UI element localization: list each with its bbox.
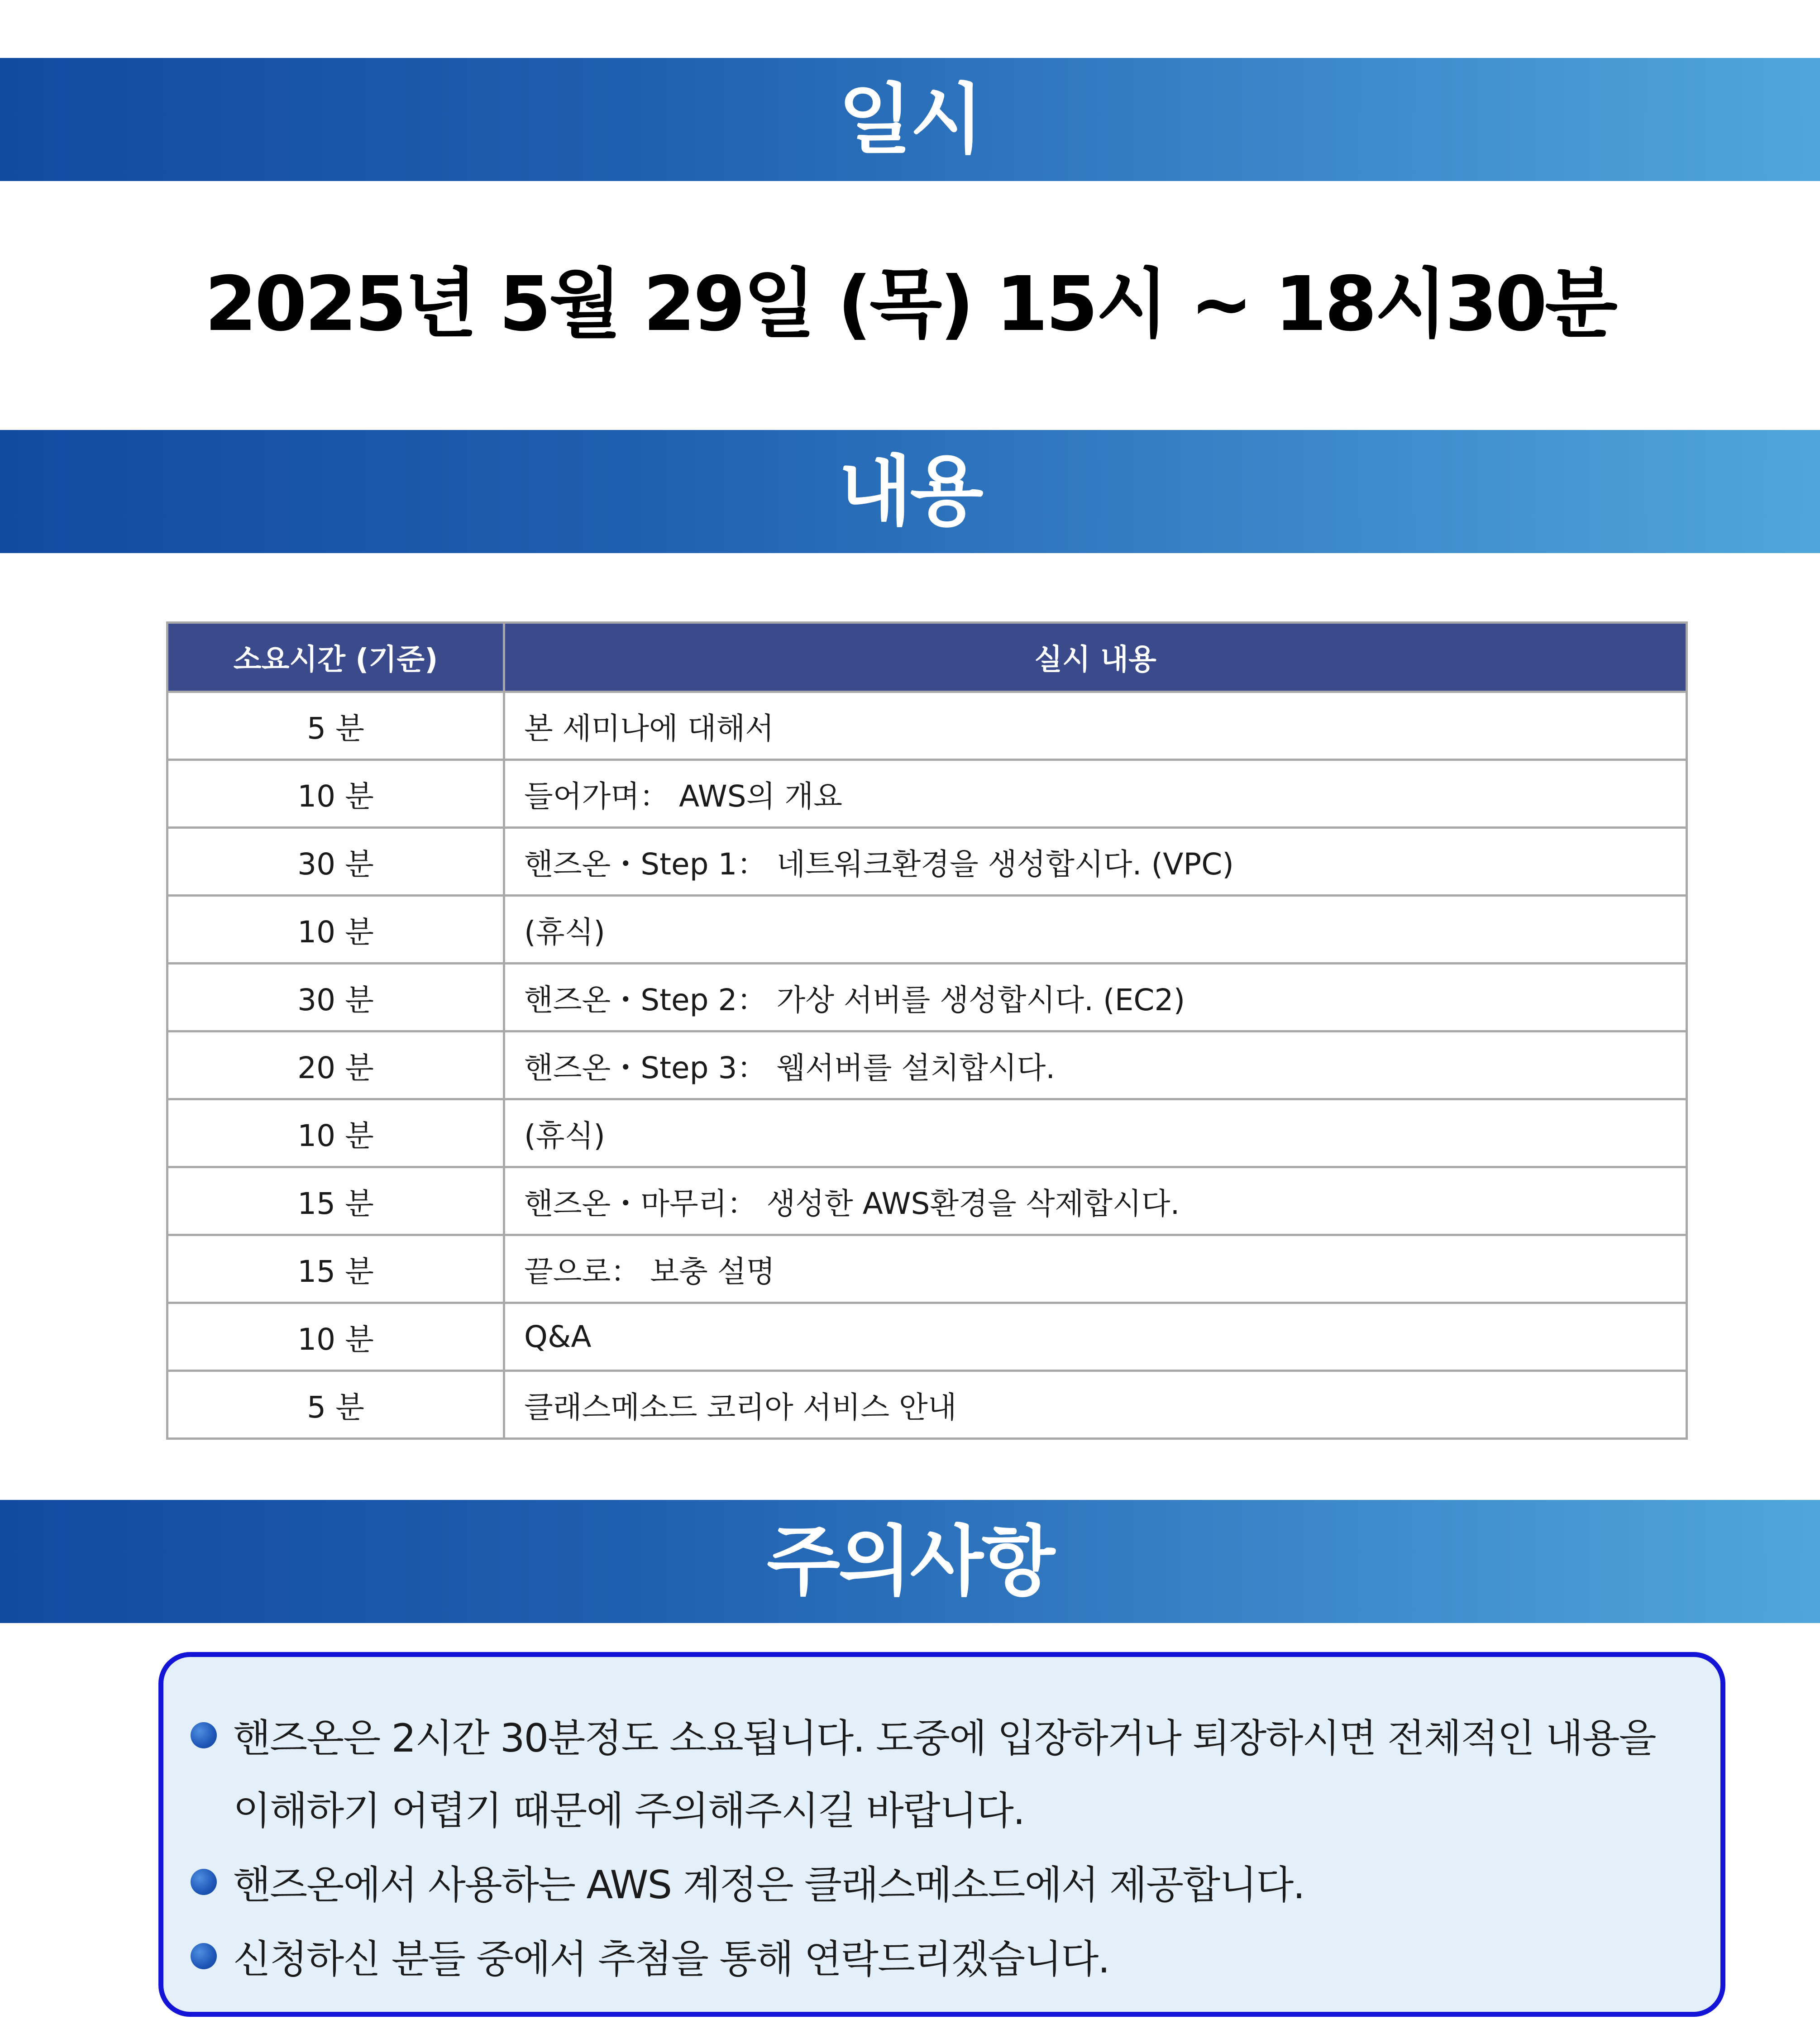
content-cell: (휴식) [504, 1099, 1687, 1167]
table-row [167, 760, 1687, 828]
schedule-banner [0, 58, 1820, 181]
content-banner [0, 430, 1820, 553]
content-cell: 핸즈온・Step 2： 가상 서버를 생성합시다. (EC2) [504, 964, 1687, 1031]
content-cell: 핸즈온・Step 1： 네트워크환경을 생성합시다. (VPC) [504, 828, 1687, 896]
table-row [167, 828, 1687, 896]
note-item [191, 1702, 1693, 1847]
duration-cell: 10 분 [167, 1099, 504, 1167]
schedule-title: 일시 [838, 75, 982, 164]
agenda-table [166, 621, 1688, 1440]
notes-title: 주의사항 [766, 1517, 1054, 1606]
header-content: 실시 내용 [504, 623, 1687, 692]
bullet-icon [191, 1943, 217, 1969]
duration-cell: 30 분 [167, 964, 504, 1031]
event-datetime: 2025년 5월 29일 (목) 15시 ~ 18시30분 [205, 261, 1615, 348]
content-cell: 핸즈온・Step 3： 웹서버를 설치합시다. [504, 1031, 1687, 1099]
content-cell: Q&A [504, 1303, 1687, 1371]
content-title: 내용 [838, 447, 982, 536]
duration-cell: 10 분 [167, 760, 504, 828]
content-cell: 끝으로： 보충 설명 [504, 1235, 1687, 1303]
notes-box [158, 1652, 1725, 2017]
content-cell: 클래스메소드 코리아 서비스 안내 [504, 1371, 1687, 1439]
note-item [191, 1923, 1693, 1996]
note-text: 핸즈온은 2시간 30분정도 소요됩니다. 도중에 입장하거나 퇴장하시면 전체적인 내용을 이해하기 어렵기 때문에 주의해주시길 바랍니다. [233, 1716, 1656, 1833]
duration-cell: 20 분 [167, 1031, 504, 1099]
table-row [167, 1031, 1687, 1099]
table-row [167, 1167, 1687, 1235]
table-row [167, 1235, 1687, 1303]
agenda-table-wrapper [166, 621, 1686, 1440]
table-row [167, 1099, 1687, 1167]
duration-cell: 15 분 [167, 1235, 504, 1303]
note-text: 핸즈온에서 사용하는 AWS 계정은 클래스메소드에서 제공합니다. [233, 1862, 1304, 1908]
duration-cell: 5 분 [167, 692, 504, 760]
duration-cell: 15 분 [167, 1167, 504, 1235]
table-header-row [167, 623, 1687, 692]
header-duration: 소요시간 (기준) [167, 623, 504, 692]
table-row [167, 692, 1687, 760]
duration-cell: 5 분 [167, 1371, 504, 1439]
bullet-icon [191, 1869, 217, 1895]
table-row [167, 896, 1687, 964]
content-cell: 본 세미나에 대해서 [504, 692, 1687, 760]
table-row [167, 1303, 1687, 1371]
table-row [167, 964, 1687, 1031]
duration-cell: 30 분 [167, 828, 504, 896]
table-row [167, 1371, 1687, 1439]
notes-banner [0, 1500, 1820, 1623]
duration-cell: 10 분 [167, 1303, 504, 1371]
duration-cell: 10 분 [167, 896, 504, 964]
note-text: 신청하신 분들 중에서 추첨을 통해 연락드리겠습니다. [233, 1937, 1109, 1982]
content-cell: 핸즈온・마무리： 생성한 AWS환경을 삭제합시다. [504, 1167, 1687, 1235]
note-item [191, 1849, 1693, 1921]
bullet-icon [191, 1722, 217, 1748]
content-cell: 들어가며： AWS의 개요 [504, 760, 1687, 828]
content-cell: (휴식) [504, 896, 1687, 964]
